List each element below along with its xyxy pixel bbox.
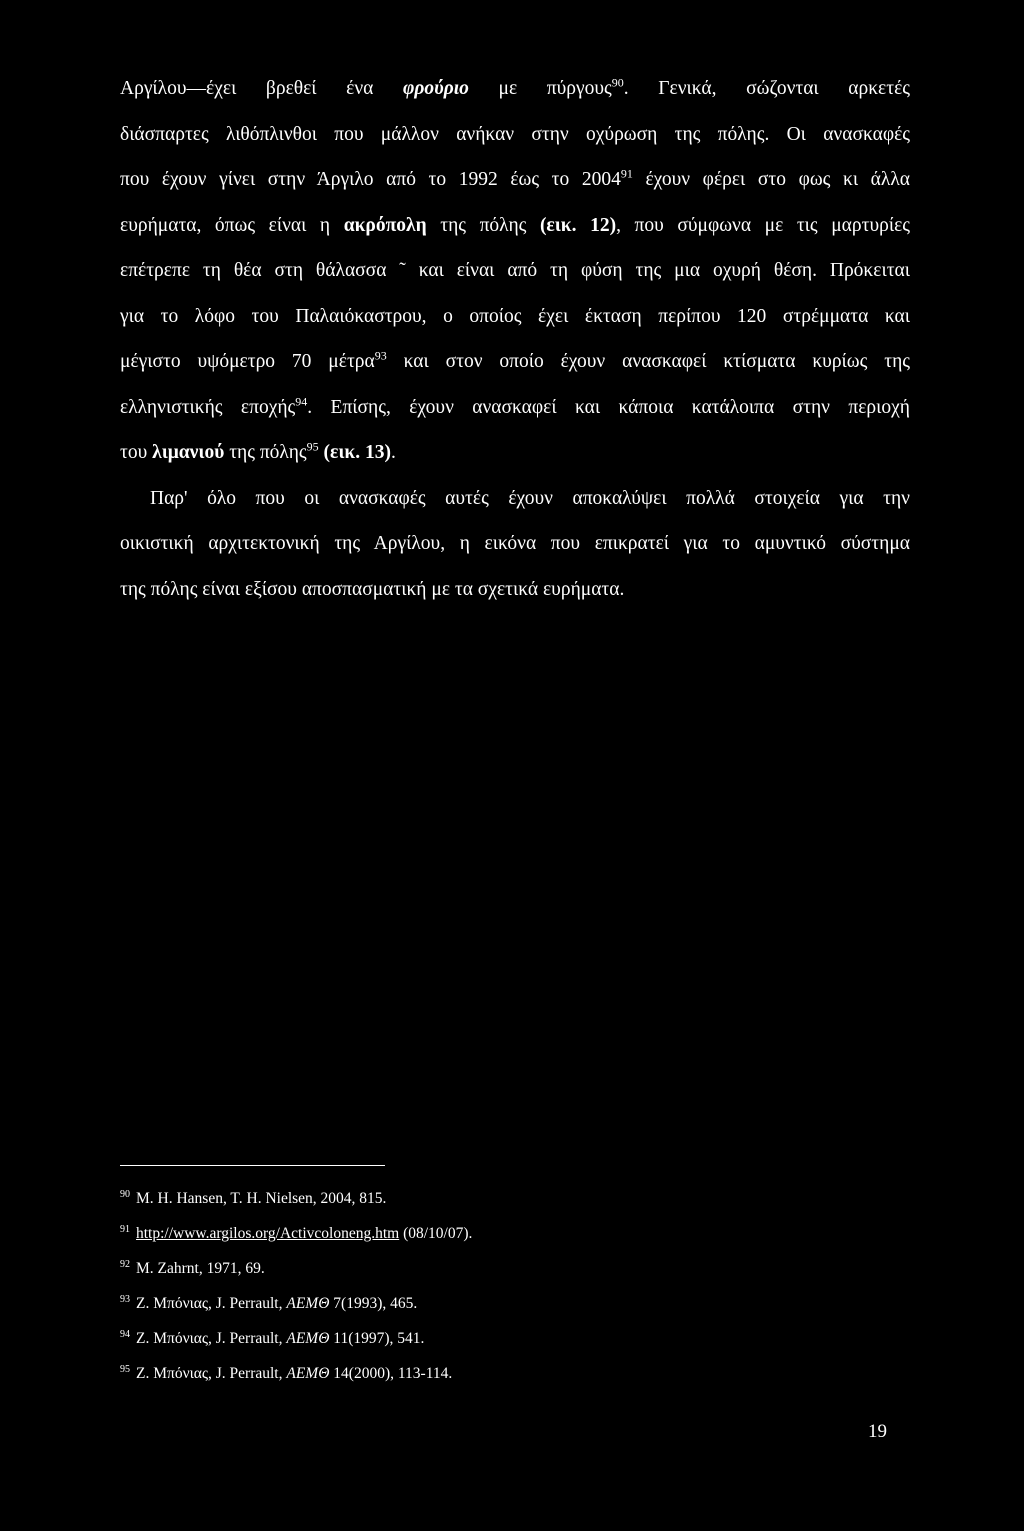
text-run: , που σύμφωνα με τις μαρτυρίες xyxy=(616,214,910,236)
footnote-number: 94 xyxy=(120,1328,130,1340)
footnote-separator xyxy=(120,1165,385,1166)
text-run: . Επίσης, έχουν ανασκαφεί και κάποια κατάλοιπα στην περιοχή xyxy=(307,396,910,418)
footnote-ref-93[interactable]: 93 xyxy=(374,348,387,363)
footnote-91 xyxy=(120,1216,720,1251)
footnote-text: 7(1993), 465. xyxy=(329,1295,418,1312)
body-text xyxy=(120,66,910,612)
text-run: . xyxy=(390,442,396,463)
journal-title: ΑΕΜΘ xyxy=(286,1295,330,1312)
text-line: Παρ' όλο που οι ανασκαφές αυτές έχουν αποκαλύψει πολλά στοιχεία για την xyxy=(150,487,910,509)
footnote-number: 93 xyxy=(120,1293,130,1305)
page-number: 19 xyxy=(868,1421,887,1442)
footnote-95 xyxy=(120,1356,720,1391)
text-run: της πόλης xyxy=(224,442,307,463)
footnote-94 xyxy=(120,1321,720,1356)
footnote-number: 92 xyxy=(120,1258,130,1270)
footnote-text: M. Zahrnt, 1971, 69. xyxy=(136,1260,265,1277)
text-line: διάσπαρτες λιθόπλινθοι που μάλλον ανήκαν στην οχύρωση της πόλης. Οι ανασκαφές xyxy=(120,123,910,145)
footnote-90 xyxy=(120,1181,720,1216)
journal-title: ΑΕΜΘ xyxy=(286,1330,330,1347)
text-line xyxy=(120,66,910,112)
text-run: του xyxy=(120,442,153,463)
text-line: της πόλης είναι εξίσου αποσπασματική με τα σχετικά ευρήματα. xyxy=(120,578,625,600)
journal-title: ΑΕΜΘ xyxy=(286,1365,330,1382)
footnote-ref-94[interactable]: 94 xyxy=(295,394,308,408)
footnote-ref-91[interactable]: 91 xyxy=(620,166,633,181)
text-line xyxy=(120,430,910,476)
text-line xyxy=(120,203,910,249)
footnote-number: 95 xyxy=(120,1363,130,1375)
footnote-link[interactable]: http://www.argilos.org/Activcoloneng.htm xyxy=(136,1225,400,1242)
figure-ref-12[interactable]: (εικ. 12) xyxy=(539,214,617,236)
text-run: ευρήματα, όπως είναι η xyxy=(120,214,344,236)
footnote-text: 14(2000), 113-114. xyxy=(329,1365,453,1382)
footnote-text: (08/10/07). xyxy=(399,1225,473,1242)
text-line: για το λόφο του Παλαιόκαστρου, ο οποίος έχει έκταση περίπου 120 στρέμματα και xyxy=(120,305,910,327)
text-run: και στον οποίο έχουν ανασκαφεί κτίσματα κυρίως της xyxy=(386,351,910,372)
text-run: που έχουν γίνει στην Άργιλο από το 1992 έως το 2004 xyxy=(120,169,621,190)
text-line: επέτρεπε τη θέα στη θάλασσα ˜ και είναι από τη φύση της μια οχυρή θέση. Πρόκειται xyxy=(120,260,910,281)
text-line xyxy=(120,385,910,431)
text-run: της πόλης xyxy=(426,214,540,236)
footnote-text: Ζ. Μπόνιας, J. Perrault, xyxy=(136,1330,287,1347)
footnote-93 xyxy=(120,1286,720,1321)
text-run: με πύργους xyxy=(468,78,612,99)
footnote-text: Ζ. Μπόνιας, J. Perrault, xyxy=(136,1295,287,1312)
emphasis-fortress: φρούριο xyxy=(402,78,469,99)
footnote-ref-90[interactable]: 90 xyxy=(611,75,624,90)
text-line xyxy=(120,339,910,385)
footnote-ref-95[interactable]: 95 xyxy=(306,439,319,454)
footnote-text: 11(1997), 541. xyxy=(329,1330,425,1347)
text-line xyxy=(120,157,910,203)
text-run: ελληνιστικής εποχής xyxy=(120,396,296,418)
footnote-text: Ζ. Μπόνιας, J. Perrault, xyxy=(136,1365,287,1382)
emphasis-acropolis: ακρόπολη xyxy=(343,214,427,236)
text-run: μέγιστο υψόμετρο 70 μέτρα xyxy=(120,351,375,372)
figure-ref-13[interactable]: (εικ. 13) xyxy=(323,442,391,463)
text-line: οικιστική αρχιτεκτονική της Αργίλου, η εικόνα που επικρατεί για το αμυντικό σύστημα xyxy=(120,533,910,554)
footnote-number: 90 xyxy=(120,1188,130,1200)
footnote-number: 91 xyxy=(120,1223,130,1235)
emphasis-harbour: λιμανιού xyxy=(152,442,225,463)
text-run: έχουν φέρει στο φως κι άλλα xyxy=(632,169,910,190)
footnote-text: M. H. Hansen, T. H. Nielsen, 2004, 815. xyxy=(136,1190,387,1207)
footnotes xyxy=(120,1181,720,1391)
text-run: . Γενικά, σώζονται αρκετές xyxy=(623,78,910,99)
text-run: Αργίλου—έχει βρεθεί ένα xyxy=(120,78,403,99)
footnote-92 xyxy=(120,1251,720,1286)
